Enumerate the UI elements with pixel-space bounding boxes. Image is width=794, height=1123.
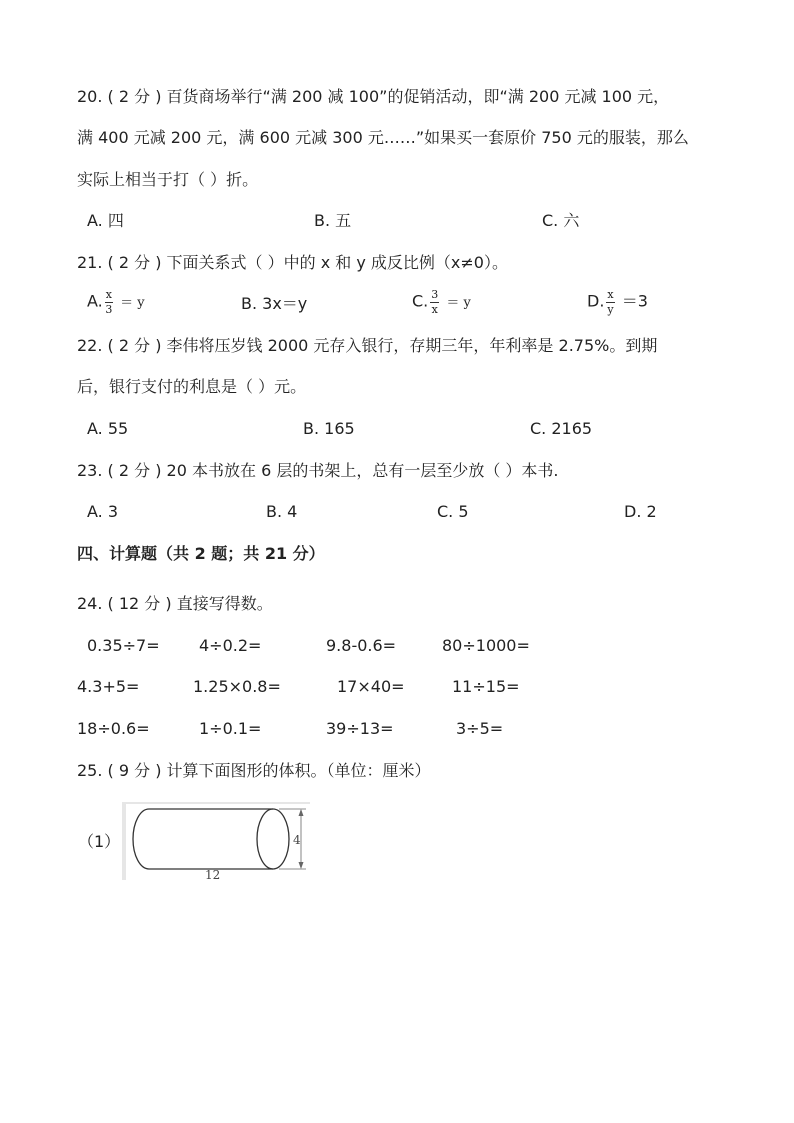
- q21-stem: 21. ( 2 分 ) 下面关系式（ ）中的 x 和 y 成反比例（x≠0）。: [77, 253, 508, 272]
- q23-option-a[interactable]: A. 3: [87, 502, 119, 521]
- q20-option-a[interactable]: A. 四: [87, 211, 124, 230]
- q23-option-b[interactable]: B. 4: [266, 502, 298, 521]
- calc-item: 9.8-0.6=: [326, 636, 397, 655]
- calc-item: 1÷0.1=: [199, 719, 262, 738]
- calc-item: 11÷15=: [452, 677, 520, 696]
- q21-option-c[interactable]: [412, 289, 471, 315]
- dimension-length-label: 12: [205, 868, 221, 882]
- calc-item: 1.25×0.8=: [193, 677, 281, 696]
- calc-item: 18÷0.6=: [77, 719, 150, 738]
- calc-item: 17×40=: [337, 677, 405, 696]
- section-title: 四、计算题（共 2 题；共 21 分）: [77, 544, 325, 563]
- q21-option-a[interactable]: [87, 289, 145, 315]
- q25-stem: 25. ( 9 分 ) 计算下面图形的体积。（单位：厘米）: [77, 761, 431, 780]
- calc-item: 4.3+5=: [77, 677, 140, 696]
- q21-option-d-label: D.: [587, 291, 605, 311]
- q20-option-b[interactable]: B. 五: [314, 211, 352, 230]
- fraction-denominator: y: [607, 302, 614, 316]
- fraction-denominator: x: [431, 302, 438, 316]
- calc-item: 3÷5=: [456, 719, 504, 738]
- q22-line2: 后，银行支付的利息是（ ）元。: [77, 377, 307, 396]
- dimension-height-label: 4: [293, 833, 301, 847]
- cylinder-figure: [120, 800, 320, 886]
- q21-option-c-fraction: [430, 289, 439, 315]
- fraction-numerator: x: [105, 288, 112, 301]
- q21-option-a-fraction: [105, 289, 113, 315]
- fraction-denominator: 3: [105, 302, 113, 316]
- q22-line1: 22. ( 2 分 ) 李伟将压岁钱 2000 元存入银行，存期三年，年利率是 2.75%。到期: [77, 336, 658, 355]
- fraction-numerator: x: [607, 288, 614, 301]
- q22-option-c[interactable]: C. 2165: [530, 419, 593, 438]
- q20-option-c[interactable]: C. 六: [542, 211, 580, 230]
- q21-option-c-label: C.: [412, 291, 429, 311]
- q20-line2: 满 400 元减 200 元，满 600 元减 300 元……”如果买一套原价 750 元的服装，那么: [77, 128, 689, 147]
- q21-option-a-rest: ＝ y: [120, 295, 145, 311]
- q21-option-d-fraction: [606, 289, 614, 315]
- q21-option-b[interactable]: B. 3x＝y: [241, 294, 308, 313]
- calc-item: 39÷13=: [326, 719, 394, 738]
- calc-item: 4÷0.2=: [199, 636, 262, 655]
- q21-option-a-label: A.: [87, 291, 103, 311]
- q24-stem: 24. ( 12 分 ) 直接写得数。: [77, 594, 273, 613]
- q23-option-d[interactable]: D. 2: [624, 502, 657, 521]
- calc-item: 0.35÷7=: [87, 636, 160, 655]
- q21-option-d[interactable]: [587, 289, 648, 315]
- q20-line3: 实际上相当于打（ ）折。: [77, 170, 259, 189]
- q21-option-c-rest: ＝ y: [446, 295, 471, 311]
- q22-option-b[interactable]: B. 165: [303, 419, 355, 438]
- q25-item-label: （1）: [78, 832, 121, 851]
- q20-line1: 20. ( 2 分 ) 百货商场举行“满 200 减 100”的促销活动，即“满 200 元减 100 元，: [77, 87, 670, 106]
- q23-stem: 23. ( 2 分 ) 20 本书放在 6 层的书架上，总有一层至少放（ ）本书.: [77, 461, 559, 480]
- fraction-numerator: 3: [431, 288, 439, 301]
- q23-option-c[interactable]: C. 5: [437, 502, 469, 521]
- calc-item: 80÷1000=: [442, 636, 530, 655]
- q21-option-d-rest: ＝3: [621, 291, 648, 311]
- q22-option-a[interactable]: A. 55: [87, 419, 129, 438]
